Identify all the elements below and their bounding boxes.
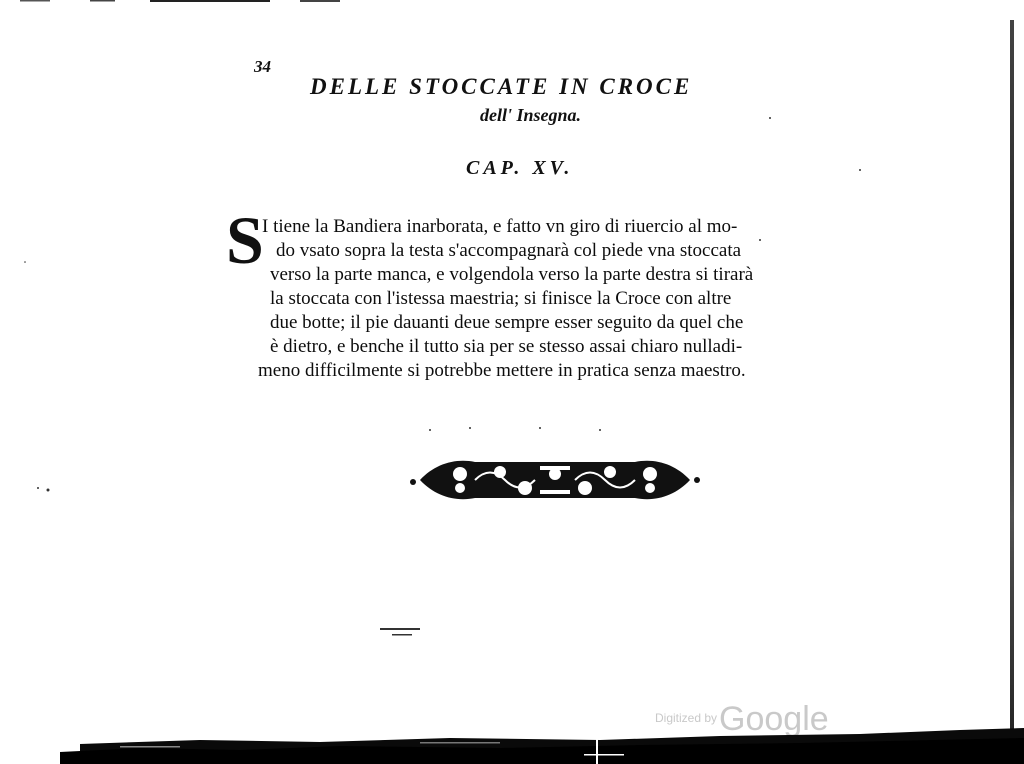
body-line-7: meno difficilmente si potrebbe mettere in pratica senza maestro. bbox=[258, 360, 746, 381]
body-line-5: due botte; il pie dauanti deue sempre esser seguito da quel che bbox=[270, 312, 744, 333]
body-line-1: I tiene la Bandiera inarborata, e fatto vn giro di riuercio al mo- bbox=[262, 216, 738, 237]
page-number: 34 bbox=[254, 57, 271, 76]
bottom-scan-edge bbox=[0, 718, 1024, 764]
top-scan-edge bbox=[0, 0, 1024, 8]
chapter-subtitle: dell' Insegna. bbox=[480, 105, 582, 125]
chapter-number: CAP. XV. bbox=[466, 157, 574, 179]
body-line-3: verso la parte manca, e volgendola verso la parte destra si tirarà bbox=[270, 264, 754, 285]
watermark-prefix: Digitized by bbox=[655, 711, 718, 725]
right-page-edge bbox=[1010, 20, 1014, 730]
decorative-ornament-icon bbox=[405, 444, 705, 514]
body-line-4: la stoccata con l'istessa maestria; si finisce la Croce con altre bbox=[270, 288, 732, 309]
chapter-title: DELLE STOCCATE IN CROCE bbox=[310, 74, 693, 99]
drop-cap: S bbox=[226, 202, 264, 278]
body-line-6: è dietro, e benche il tutto sia per se stesso assai chiaro nulladi- bbox=[270, 336, 743, 357]
watermark-brand: Google bbox=[719, 700, 829, 738]
body-line-2: do vsato sopra la testa s'accompagnarà col piede vna stoccata bbox=[276, 240, 742, 261]
